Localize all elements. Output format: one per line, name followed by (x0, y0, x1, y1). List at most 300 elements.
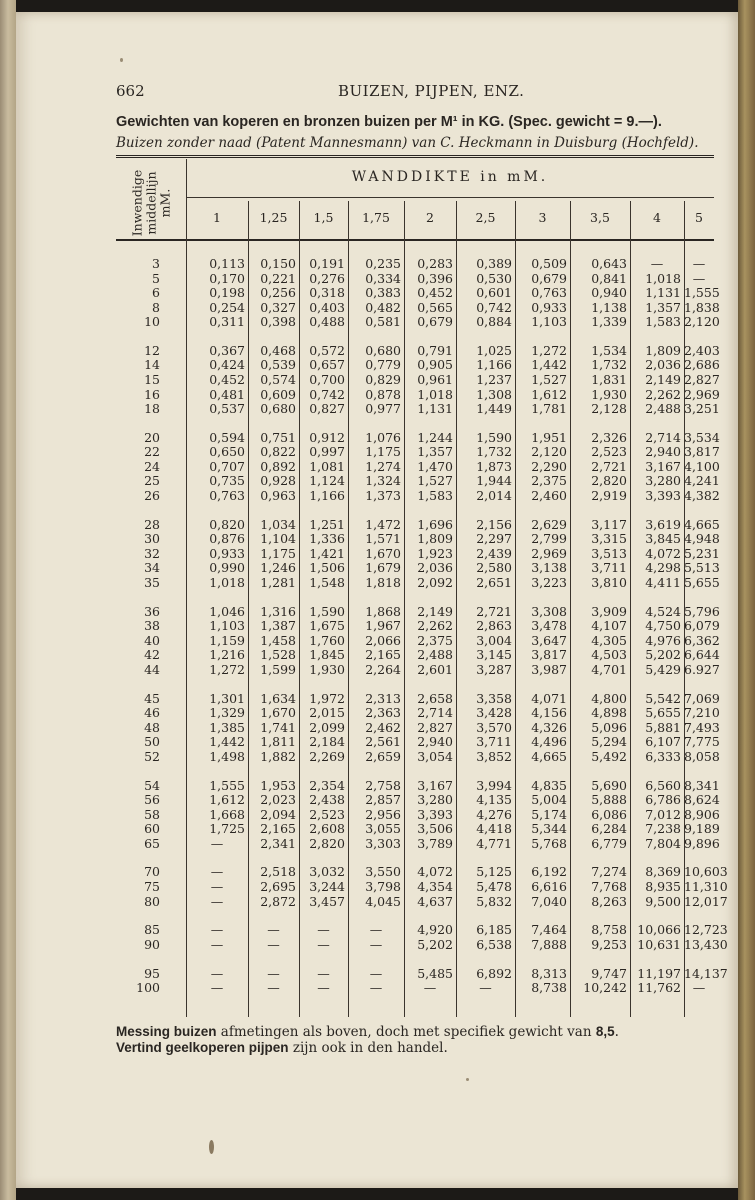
weight-cell: 0,452 (417, 285, 453, 301)
weight-cell: 0,530 (476, 270, 512, 286)
weight-cell: 3,852 (476, 748, 512, 764)
diameter-cell: 6 (152, 285, 160, 301)
footer-vertind-text: zijn ook in den handel. (288, 1040, 448, 1056)
weight-cell: 1,868 (365, 603, 401, 619)
weight-cell: 7,804 (645, 835, 681, 851)
footer-messing-value: 8,5 (595, 1024, 615, 1039)
weight-cell: — (210, 922, 224, 938)
weight-cell: 8,758 (591, 922, 627, 938)
weight-cell: 9,189 (684, 821, 720, 837)
weight-cell: — (210, 965, 224, 981)
weight-cell: 3,004 (476, 632, 512, 648)
weight-cell: — (650, 256, 664, 271)
weight-cell: 0,601 (476, 285, 512, 301)
diameter-cell: 16 (144, 386, 160, 402)
weight-cell: 5,888 (591, 792, 627, 808)
table-subtitle: Buizen zonder naad (Patent Mannesmann) van C. Heckmann in Duisburg (Hochfeld). (116, 135, 699, 151)
weight-cell: 1,046 (209, 603, 245, 619)
weight-cell: 1,818 (365, 574, 401, 590)
weight-cell: 3,138 (531, 560, 567, 576)
weight-cell: 1,953 (260, 777, 296, 793)
table-row (116, 864, 728, 880)
table-row (116, 299, 720, 316)
table-row (116, 922, 728, 938)
weight-cell: 0,876 (209, 531, 245, 547)
weight-cell: 6,362 (684, 632, 720, 648)
table-row (116, 488, 720, 504)
weight-cell: 3,428 (476, 705, 512, 721)
weight-cell: 2,313 (365, 690, 401, 706)
weight-cell: 2,608 (309, 821, 345, 837)
weight-cell: 3,308 (531, 603, 567, 619)
weight-cell: 2,326 (591, 429, 627, 445)
weight-cell: 7,768 (591, 879, 627, 894)
weight-cell: — (317, 936, 330, 952)
table-title: Gewichten van koperen en bronzen buizen per M¹ in KG. (Spec. gewicht = 9.—). (116, 114, 662, 130)
column-header: 3,5 (590, 210, 610, 225)
weight-cell: 1,472 (365, 516, 401, 532)
weight-table (116, 159, 728, 1017)
group-header-wanddikte: WANDDIKTE in mM. (351, 169, 549, 185)
footer-messing-bold: Messing buizen (116, 1024, 217, 1039)
diameter-cell: 90 (144, 936, 160, 952)
weight-cell: 2,264 (365, 661, 401, 677)
weight-cell: 1,357 (645, 299, 681, 315)
table-row (116, 734, 720, 750)
weight-cell: 2,714 (417, 705, 453, 721)
weight-cell: 0,878 (365, 386, 401, 402)
weight-cell: 0,829 (365, 372, 401, 388)
weight-cell: 3,167 (645, 458, 681, 474)
weight-cell: 0,389 (476, 256, 512, 271)
weight-cell: 6,333 (645, 748, 681, 764)
column-header: 5 (695, 210, 703, 225)
weight-cell: 1,930 (309, 661, 345, 677)
weight-cell: 2,857 (365, 792, 401, 808)
diameter-cell: 100 (136, 980, 160, 996)
weight-cell: 0,700 (309, 372, 345, 388)
weight-cell: 3,223 (531, 574, 567, 590)
weight-cell: 5,174 (531, 806, 567, 822)
weight-cell: 4,948 (684, 531, 720, 547)
weight-cell: 0,283 (417, 256, 453, 271)
weight-cell: 1,103 (531, 314, 567, 330)
weight-cell: 1,612 (531, 386, 567, 402)
diameter-cell: 38 (144, 618, 160, 634)
weight-cell: 1,590 (476, 429, 512, 445)
table-row (116, 357, 720, 373)
weight-cell: 2,721 (591, 458, 627, 474)
weight-cell: 0,791 (417, 342, 453, 358)
weight-cell: 0,963 (260, 488, 296, 504)
weight-cell: 0,481 (209, 386, 245, 402)
weight-cell: 7,493 (684, 719, 720, 735)
table-row (116, 516, 720, 533)
weight-cell: 6,538 (476, 936, 512, 952)
weight-cell: 0,396 (417, 270, 453, 286)
diameter-cell: 14 (144, 357, 160, 373)
weight-cell: 6,192 (531, 864, 567, 880)
table-row (116, 690, 720, 707)
weight-cell: 1,018 (645, 270, 681, 286)
weight-cell: 0,311 (209, 314, 245, 330)
weight-cell: 9,896 (684, 835, 720, 851)
weight-cell: 0,990 (209, 560, 245, 576)
diameter-cell: 50 (144, 734, 160, 750)
weight-cell: 2,827 (684, 372, 720, 388)
weight-cell: 1,498 (209, 748, 245, 764)
weight-cell: 2,092 (417, 574, 453, 590)
weight-cell: 6,284 (591, 821, 627, 837)
weight-cell: 0,452 (209, 372, 245, 388)
footer-messing-end: . (614, 1024, 619, 1040)
weight-cell: 1,967 (365, 618, 401, 634)
weight-cell: 5,768 (531, 835, 567, 851)
weight-cell: 3,117 (591, 516, 627, 532)
weight-cell: 2,601 (417, 661, 453, 677)
weight-cell: 8,906 (684, 806, 720, 822)
weight-cell: 3,711 (591, 560, 627, 576)
weight-cell: 5,344 (531, 821, 567, 837)
weight-cell: 2,462 (365, 719, 401, 735)
weight-cell: 3,055 (365, 821, 401, 837)
weight-cell: 0,940 (591, 285, 627, 301)
weight-cell: 1,873 (476, 458, 512, 474)
weight-cell: 1,131 (417, 401, 453, 417)
weight-cell: 3,145 (476, 647, 512, 663)
weight-cell: — (267, 965, 280, 981)
weight-cell: 2,651 (476, 574, 512, 590)
table-row (116, 981, 714, 996)
page-number: 662 (116, 82, 145, 100)
weight-cell: 1,838 (684, 299, 720, 315)
weight-cell: 1,951 (531, 429, 567, 445)
weight-cell: 10,242 (583, 980, 627, 996)
weight-cell: 0,680 (260, 401, 296, 417)
column-header: 1 (213, 210, 221, 225)
weight-cell: 8,313 (531, 965, 567, 981)
weight-cell: 1,308 (476, 386, 512, 402)
weight-cell: 2,014 (476, 488, 512, 504)
diameter-cell: 3 (152, 256, 160, 271)
weight-cell: 1,018 (209, 574, 245, 590)
weight-cell: 8,624 (684, 792, 720, 808)
weight-cell: 0,565 (417, 299, 453, 315)
weight-cell: 1,458 (260, 632, 296, 648)
weight-cell: 4,354 (417, 879, 453, 894)
diameter-cell: 40 (144, 632, 160, 648)
weight-cell: 1,725 (209, 821, 245, 837)
column-header: 2 (426, 210, 434, 225)
weight-cell: 5,655 (645, 705, 681, 721)
weight-cell: 3,287 (476, 661, 512, 677)
weight-cell: 1,527 (531, 372, 567, 388)
weight-cell: 2,341 (260, 835, 296, 851)
weight-cell: 3,393 (645, 488, 681, 504)
weight-cell: 2,262 (417, 618, 453, 634)
weight-cell: 5,202 (645, 647, 681, 663)
weight-cell: 1,373 (365, 488, 401, 504)
weight-cell: 5,485 (417, 965, 453, 981)
weight-cell: 1,528 (260, 647, 296, 663)
weight-cell: 4,665 (531, 748, 567, 764)
weight-cell: 2,827 (417, 719, 453, 735)
paper-speck (209, 1140, 214, 1154)
weight-cell: 1,387 (260, 618, 296, 634)
weight-cell: 7,888 (531, 936, 567, 952)
weight-cell: 3,909 (591, 603, 627, 619)
weight-cell: 0,751 (260, 429, 296, 445)
diameter-cell: 34 (144, 560, 160, 576)
weight-cell: 5,202 (417, 936, 453, 952)
weight-cell: 6,779 (591, 835, 627, 851)
weight-cell: 12,723 (684, 922, 728, 938)
weight-cell: 2,659 (365, 748, 401, 764)
weight-cell: 1,316 (260, 603, 296, 619)
weight-cell: 1,272 (209, 661, 245, 677)
weight-cell: 0,170 (209, 270, 245, 286)
weight-cell: 2,036 (645, 357, 681, 373)
weight-cell: 1,741 (260, 719, 296, 735)
weight-cell: 0,574 (260, 372, 296, 388)
weight-cell: 2,460 (531, 488, 567, 504)
weight-cell: 9,500 (645, 893, 681, 909)
weight-cell: 4,976 (645, 632, 681, 648)
weight-cell: 1,811 (260, 734, 296, 750)
diameter-cell: 95 (144, 965, 160, 981)
weight-cell: 4,665 (684, 516, 720, 532)
top-rule (116, 155, 714, 158)
weight-cell: 1,166 (476, 357, 512, 373)
weight-cell: 1,760 (309, 632, 345, 648)
weight-cell: 1,124 (309, 473, 345, 489)
weight-cell: 1,944 (476, 473, 512, 489)
weight-cell: 0,468 (260, 342, 296, 358)
weight-cell: 2,523 (309, 806, 345, 822)
weight-cell: 1,357 (417, 444, 453, 460)
paper-speck (120, 58, 123, 62)
weight-cell: 5,096 (591, 719, 627, 735)
weight-cell: 4,701 (591, 661, 627, 677)
weight-cell: 3,358 (476, 690, 512, 706)
weight-cell: 1,175 (365, 444, 401, 460)
weight-cell: 1,506 (309, 560, 345, 576)
weight-cell: 2,156 (476, 516, 512, 532)
table-row (116, 531, 720, 547)
weight-cell: 3,251 (684, 401, 720, 417)
weight-cell: 5,429 (645, 661, 681, 677)
weight-cell: 1,301 (209, 690, 245, 706)
table-row (116, 777, 720, 794)
weight-cell: 2,375 (531, 473, 567, 489)
weight-cell: 0,707 (209, 458, 245, 474)
weight-cell: 3,513 (591, 545, 627, 561)
table-row (116, 936, 728, 953)
weight-cell: 1,175 (260, 545, 296, 561)
weight-cell: 1,679 (365, 560, 401, 576)
weight-cell: 3,810 (591, 574, 627, 590)
weight-cell: 8,341 (684, 777, 720, 793)
diameter-cell: 10 (144, 314, 160, 330)
weight-cell: 2,969 (684, 386, 720, 402)
weight-cell: 5,796 (684, 603, 720, 619)
weight-cell: 0,113 (209, 256, 245, 271)
weight-cell: 2,758 (365, 777, 401, 793)
weight-cell: 2,872 (260, 893, 296, 909)
weight-cell: 4,835 (531, 777, 567, 793)
weight-cell: — (423, 980, 437, 996)
weight-cell: — (369, 965, 383, 981)
weight-cell: 1,555 (209, 777, 245, 793)
diameter-cell: 46 (144, 705, 160, 721)
weight-cell: 5,004 (531, 792, 567, 808)
diameter-cell: 30 (144, 531, 160, 547)
weight-cell: 11,762 (637, 980, 681, 996)
table-row (116, 821, 720, 837)
weight-cell: 8,058 (684, 748, 720, 764)
book-spine (0, 0, 16, 1200)
weight-cell: 0,679 (417, 314, 453, 330)
weight-cell: 4,800 (591, 690, 627, 706)
table-row (116, 618, 720, 634)
weight-cell: 2,488 (645, 401, 681, 417)
weight-cell: 4,107 (591, 618, 627, 634)
weight-cell: — (210, 936, 224, 952)
weight-cell: 1,324 (365, 473, 401, 489)
weight-cell: 7,210 (684, 705, 720, 721)
weight-cell: 2,094 (260, 806, 296, 822)
weight-cell: 0,841 (591, 270, 627, 286)
weight-cell: 3,550 (365, 864, 401, 880)
weight-cell: — (210, 879, 224, 894)
weight-cell: 0,191 (309, 256, 345, 271)
weight-cell: 1,272 (531, 342, 567, 358)
weight-cell: 0,928 (260, 473, 296, 489)
weight-cell: 2,523 (591, 444, 627, 460)
weight-cell: 0,235 (365, 256, 401, 271)
weight-cell: 7,274 (591, 864, 627, 880)
table-row (116, 661, 720, 678)
weight-cell: 1,548 (309, 574, 345, 590)
weight-cell: 5,542 (645, 690, 681, 706)
footer-line-messing (116, 1024, 716, 1040)
weight-cell: 2,561 (365, 734, 401, 750)
weight-cell: 4,298 (645, 560, 681, 576)
table-row (116, 965, 728, 982)
table-row (116, 285, 720, 301)
table-row (116, 444, 720, 460)
weight-cell: 7,040 (531, 893, 567, 909)
weight-cell: 1,159 (209, 632, 245, 648)
weight-cell: 2,580 (476, 560, 512, 576)
weight-cell: 1,034 (260, 516, 296, 532)
weight-cell: 1,166 (309, 488, 345, 504)
weight-cell: 2,023 (260, 792, 296, 808)
table-row (116, 386, 720, 403)
weight-cell: 2,297 (476, 531, 512, 547)
weight-cell: — (692, 270, 706, 286)
weight-cell: 4,045 (365, 893, 401, 909)
diameter-cell: 52 (144, 748, 160, 764)
weight-cell: 1,571 (365, 531, 401, 547)
weight-cell: 6,086 (591, 806, 627, 822)
weight-cell: 2,149 (417, 603, 453, 619)
weight-cell: 0,383 (365, 285, 401, 301)
weight-cell: 4,071 (531, 690, 567, 706)
weight-cell: 0,609 (260, 386, 296, 402)
stub-header (119, 171, 183, 235)
weight-cell: — (692, 980, 706, 996)
weight-cell: 3,845 (645, 531, 681, 547)
weight-cell: 3,457 (309, 893, 345, 909)
weight-cell: 3,647 (531, 632, 567, 648)
diameter-cell: 18 (144, 401, 160, 417)
weight-cell: 3,280 (417, 792, 453, 808)
weight-cell: 3,789 (417, 835, 453, 851)
diameter-cell: 5 (152, 270, 160, 286)
weight-cell: 1,385 (209, 719, 245, 735)
weight-cell: 0,537 (209, 401, 245, 417)
weight-cell: 0,884 (476, 314, 512, 330)
weight-cell: 1,442 (209, 734, 245, 750)
weight-cell: 4,524 (645, 603, 681, 619)
diameter-cell: 25 (144, 473, 160, 489)
weight-cell: 5,125 (476, 864, 512, 880)
footer-vertind-bold: Vertind geelkoperen pijpen (116, 1040, 289, 1055)
table-row (116, 719, 720, 736)
diameter-cell: 60 (144, 821, 160, 837)
table-row (116, 603, 720, 620)
weight-cell: 4,072 (417, 864, 453, 880)
weight-cell: 2,919 (591, 488, 627, 504)
table-row (116, 893, 728, 910)
table-row (116, 748, 720, 765)
weight-cell: 2,629 (531, 516, 567, 532)
weight-cell: 0,403 (309, 299, 345, 315)
weight-cell: 0,933 (531, 299, 567, 315)
header-bottom-rule (116, 239, 714, 241)
weight-cell: 0,657 (309, 357, 345, 373)
weight-cell: 2,262 (645, 386, 681, 402)
diameter-cell: 75 (144, 879, 160, 894)
weight-cell: 6,560 (645, 777, 681, 793)
weight-cell: 5,294 (591, 734, 627, 750)
weight-cell: 4,920 (417, 922, 453, 938)
weight-cell: 3,570 (476, 719, 512, 735)
weight-cell: 1,696 (417, 516, 453, 532)
weight-cell: 4,637 (417, 893, 453, 909)
weight-cell: 0,581 (365, 314, 401, 330)
weight-cell: 7,775 (684, 734, 720, 750)
weight-cell: 0,997 (309, 444, 345, 460)
diameter-cell: 28 (144, 516, 160, 532)
footer-notes (116, 1024, 716, 1056)
weight-cell: 0,221 (260, 270, 296, 286)
weight-cell: 0,398 (260, 314, 296, 330)
weight-cell: 2,165 (365, 647, 401, 663)
weight-cell: 0,961 (417, 372, 453, 388)
weight-cell: 1,281 (260, 574, 296, 590)
weight-cell: 1,449 (476, 401, 512, 417)
weight-cell: 1,732 (476, 444, 512, 460)
weight-cell: 4,135 (476, 792, 512, 808)
table-row (116, 574, 720, 591)
table-body (116, 256, 728, 996)
weight-cell: — (267, 980, 280, 996)
diameter-cell: 54 (144, 777, 160, 793)
weight-cell: — (210, 893, 224, 909)
weight-cell: 5,832 (476, 893, 512, 909)
